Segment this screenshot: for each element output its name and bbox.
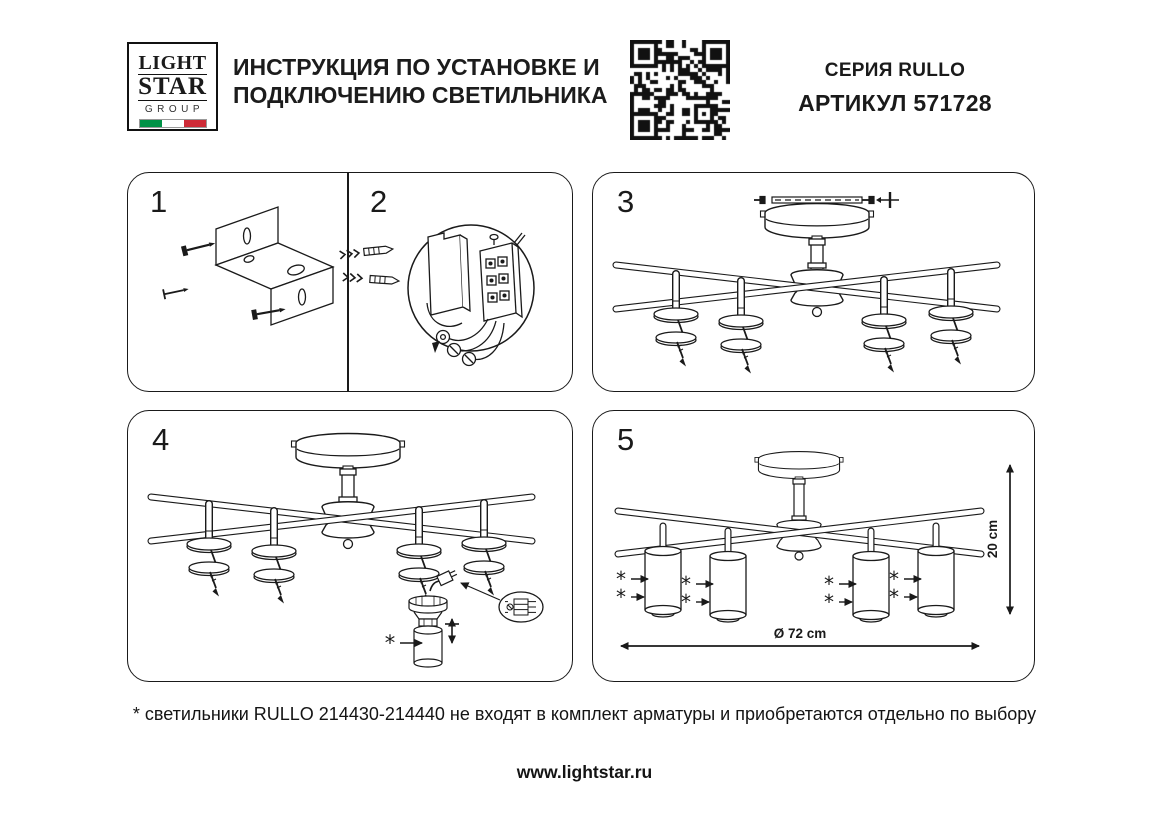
footnote: * светильники RULLO 214430-214440 не входят в комплект арматуры и приобретаются отдельно по выбору [132, 704, 1037, 724]
lamp-mount [187, 504, 231, 597]
asterisk-marker: * [384, 631, 396, 655]
step1-step2-diagram [128, 173, 571, 390]
ceiling-canopy [755, 452, 843, 481]
height-label: 20 cm [985, 519, 1000, 559]
plug-connector [437, 568, 458, 585]
step-4-number: 4 [152, 422, 170, 457]
lamp-mount [929, 272, 973, 365]
dimension-height [985, 465, 1010, 614]
svg-text:*: * [824, 572, 834, 596]
panel-step-1-2 [127, 172, 573, 392]
spot-lamp [409, 568, 458, 667]
step4-diagram [128, 411, 571, 680]
series-label: СЕРИЯ RULLO [824, 60, 966, 81]
panel-step-4 [127, 410, 573, 682]
ceiling-canopy [761, 204, 874, 241]
lamp-mount [462, 503, 506, 596]
step-2-number: 2 [370, 184, 388, 219]
hub-finial [344, 540, 353, 549]
lamp-wire [430, 581, 439, 591]
svg-text:*: * [616, 567, 626, 591]
bracket-diagram [216, 207, 333, 325]
wiring-detail [408, 225, 534, 366]
website-url: www.lightstar.ru [516, 762, 653, 782]
move-up-down-icon [445, 619, 459, 643]
step5-diagram [593, 411, 1033, 680]
qr-code [630, 40, 730, 140]
svg-text:*: * [681, 590, 691, 614]
ceiling-canopy [292, 434, 405, 471]
lamp-shade [918, 526, 954, 617]
italy-flag-icon [139, 119, 207, 128]
title-line-2: ПОДКЛЮЧЕНИЮ СВЕТИЛЬНИКА [233, 82, 608, 108]
page-title [233, 53, 607, 109]
step3-diagram [593, 173, 1033, 390]
logo-word-light: LIGHT [138, 52, 207, 74]
panel-divider [347, 173, 349, 391]
stem [792, 479, 806, 521]
step-3-number: 3 [617, 184, 635, 219]
svg-text:*: * [681, 572, 691, 596]
svg-text:*: * [824, 590, 834, 614]
svg-text:*: * [889, 567, 899, 591]
width-label: Ø 72 cm [773, 626, 827, 641]
junction-cover [428, 233, 463, 315]
stem [808, 239, 826, 269]
logo-word-star: STAR [138, 73, 207, 100]
lamp-shade [645, 526, 681, 617]
shade-bottom [414, 659, 442, 667]
step-1-number: 1 [150, 184, 168, 219]
hub-finial [813, 308, 822, 317]
product-info [755, 60, 1035, 117]
screw-icon [876, 192, 899, 208]
hub-finial [795, 552, 803, 560]
step-5-number: 5 [617, 422, 635, 457]
terminal-inset [461, 583, 543, 622]
lamp-mount [654, 274, 698, 367]
svg-text:*: * [616, 585, 626, 609]
panel-step-3 [592, 172, 1035, 392]
logo-word-group: GROUP [144, 104, 205, 115]
panel-step-5 [592, 410, 1035, 682]
svg-text:*: * [889, 585, 899, 609]
title-line-1: ИНСТРУКЦИЯ ПО УСТАНОВКЕ И [233, 54, 600, 80]
stem [339, 469, 357, 503]
article-number: АРТИКУЛ 571728 [798, 90, 992, 116]
lightstar-logo [127, 42, 218, 131]
dimension-width [621, 626, 979, 646]
